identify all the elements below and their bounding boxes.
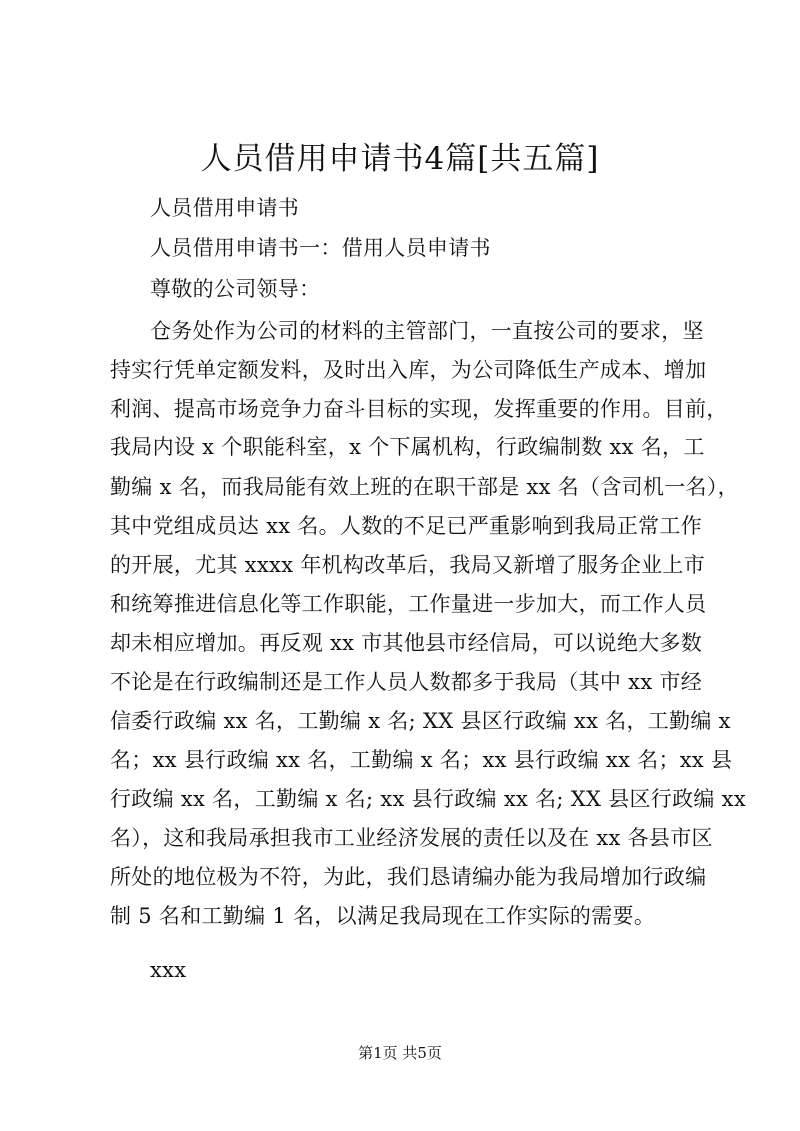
- subsection-heading: 人员借用申请书一：借用人员申请书: [150, 236, 491, 260]
- body-line: 持实行凭单定额发料，及时出入库，为公司降低生产成本、增加: [110, 358, 707, 382]
- section-heading: 人员借用申请书: [150, 196, 300, 220]
- document-title: 人员借用申请书4篇[共五篇]: [200, 141, 600, 177]
- page-footer: 第1页 共5页: [358, 1044, 442, 1062]
- body-line: 制 5 名和工勤编 1 名，以满足我局现在工作实际的需要。: [110, 904, 656, 928]
- body-line: 的开展，尤其 xxxx 年机构改革后，我局又新增了服务企业上市: [110, 553, 706, 577]
- body-line: 勤编 x 名，而我局能有效上班的在职干部是 xx 名（含司机一名），: [110, 475, 739, 499]
- signature: xxx: [150, 958, 187, 982]
- body-line: 和统筹推进信息化等工作职能，工作量进一步加大，而工作人员: [110, 592, 707, 616]
- body-line: 信委行政编 xx 名，工勤编 x 名; XX 县区行政编 xx 名，工勤编 x: [110, 709, 731, 733]
- body-line: 名），这和我局承担我市工业经济发展的责任以及在 xx 各县市区: [110, 826, 713, 850]
- body-line: 我局内设 x 个职能科室，x 个下属机构，行政编制数 xx 名，工: [110, 435, 705, 459]
- body-line: 却未相应增加。再反观 xx 市其他县市经信局，可以说绝大多数: [110, 631, 703, 655]
- body-line: 利润、提高市场竞争力奋斗目标的实现，发挥重要的作用。目前，: [110, 397, 728, 421]
- salutation: 尊敬的公司领导：: [150, 277, 321, 301]
- body-line: 其中党组成员达 xx 名。人数的不足已严重影响到我局正常工作: [110, 514, 703, 538]
- body-line: 所处的地位极为不符，为此，我们恳请编办能为我局增加行政编: [110, 865, 707, 889]
- body-line: 不论是在行政编制还是工作人员人数都多于我局（其中 xx 市经: [110, 670, 703, 694]
- body-line: 名；xx 县行政编 xx 名，工勤编 x 名；xx 县行政编 xx 名；xx 县: [110, 748, 733, 772]
- body-line: 仓务处作为公司的材料的主管部门，一直按公司的要求，坚: [150, 319, 704, 343]
- body-line: 行政编 xx 名，工勤编 x 名; xx 县行政编 xx 名; XX 县区行政编 xx: [110, 787, 746, 811]
